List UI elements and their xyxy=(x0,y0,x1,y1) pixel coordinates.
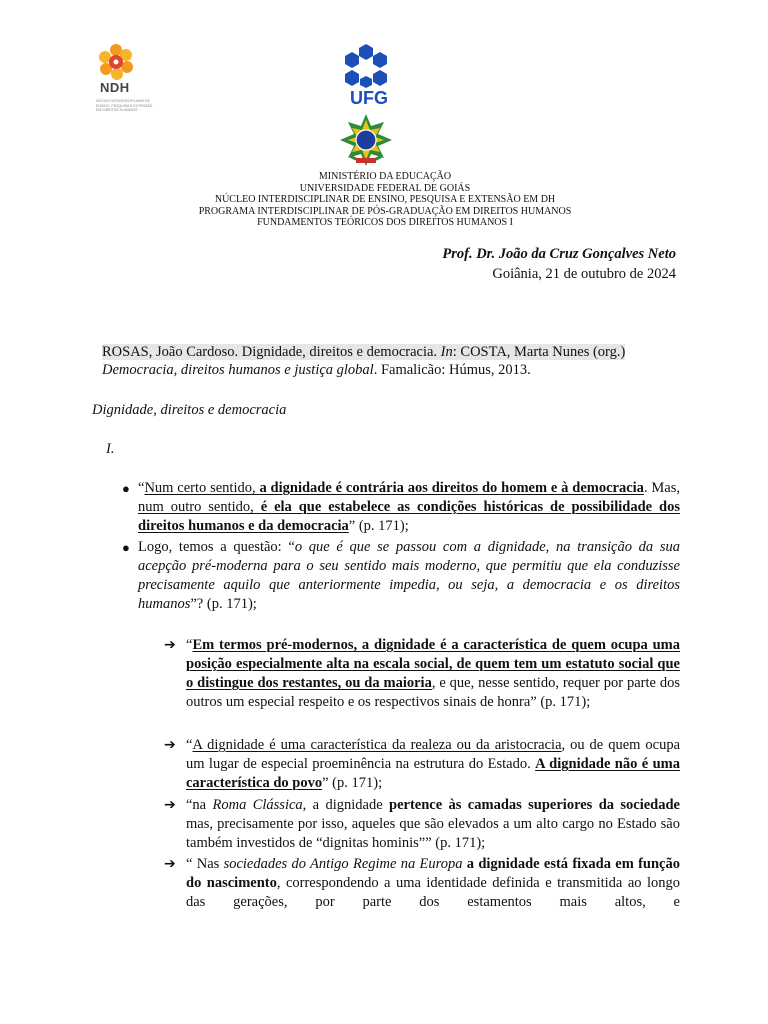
arrow-right-icon: ➔ xyxy=(164,856,176,872)
ndh-small-text: NÚCLEO INTERDISCIPLINAR DE ENSINO, PESQUISA E EXTENSÃO EM DIREITOS HUMANOS xyxy=(96,99,153,112)
list-item: ● “Num certo sentido, a dignidade é contrária aos direitos do homem e à democracia. Mas, num outro sentido, é ela que estabelece as condições históricas de possibilidade dos direitos humanos e da democracia” (p. 171); xyxy=(122,480,680,534)
brazil-coat-of-arms-icon xyxy=(338,112,394,168)
list-item: ➔ “Em termos pré-modernos, a dignidade é a característica de quem ocupa uma posição especialmente alta na escala social, de quem tem um estatuto social que o distingue dos restantes, ou da maioria, e que, nesse sentido, requer por parte dos outros um especial respeito e os respectivos sinais de honra” (p. 171); xyxy=(164,637,680,710)
professor-name: Prof. Dr. João da Cruz Gonçalves Neto xyxy=(442,246,676,262)
header-line-ministry: MINISTÉRIO DA EDUCAÇÃO xyxy=(318,171,452,182)
list-item: ➔ “ Nas sociedades do Antigo Regime na Europa a dignidade está fixada em função do nascimento, correspondendo a uma identidade definida e transmitida ao longo das gerações, por parte dos estamentos mais altos, e xyxy=(164,856,680,910)
arrow-right-icon: ➔ xyxy=(164,797,176,813)
list-item: ➔ “A dignidade é uma característica da realeza ou da aristocracia, ou de quem ocupa um lugar de especial proeminência na estrutura do Estado. A dignidade não é uma característica do povo” (p. 171); xyxy=(164,737,680,791)
arrow-right-icon: ➔ xyxy=(164,637,176,653)
header-line-nucleus: NÚCLEO INTERDISCIPLINAR DE ENSINO, PESQUISA E EXTENSÃO EM DH xyxy=(214,194,556,205)
list-item: ● Logo, temos a questão: “o que é que se passou com a dignidade, na transição da sua acepção pré-moderna para o seu sentido mais moderno, que permitiu que ela conduzisse precisamente aquilo que anteriormente impedia, ou seja, a democracia e os direitos humanos”? (p. 171); xyxy=(122,539,680,612)
reference-part1: ROSAS, João Cardoso. Dignidade, direitos e democracia. xyxy=(102,344,441,360)
arrow-right-icon: ➔ xyxy=(164,737,176,753)
bibliographic-reference xyxy=(102,343,702,379)
reference-in-label: In xyxy=(440,344,453,360)
header-line-course: FUNDAMENTOS TEÓRICOS DOS DIREITOS HUMANOS I xyxy=(257,217,513,228)
section-title: Dignidade, direitos e democracia xyxy=(92,402,287,418)
ndh-label: NDH xyxy=(100,80,130,95)
reference-book-title: Democracia, direitos humanos e justiça global xyxy=(102,362,374,378)
header-line-program: PROGRAMA INTERDISCIPLINAR DE PÓS-GRADUAÇÃO EM DIREITOS HUMANOS xyxy=(198,205,572,217)
reference-part2: : COSTA, Marta Nunes (org.) xyxy=(452,344,626,360)
ufg-label: UFG xyxy=(350,88,388,108)
bullet-icon: ● xyxy=(122,481,130,496)
date-line: Goiânia, 21 de outubro de 2024 xyxy=(492,266,676,282)
section-number: I. xyxy=(106,441,115,457)
list-item: ➔ “na Roma Clássica, a dignidade pertence às camadas superiores da sociedade mas, precisamente por isso, aqueles que são elevados a um alto cargo no Estado são também investidos de “dignitas hominis”” (p. 171); xyxy=(164,797,680,851)
header-line-university: UNIVERSIDADE FEDERAL DE GOIÁS xyxy=(299,182,471,194)
institution-header xyxy=(150,171,620,229)
ufg-logo-icon xyxy=(340,42,392,90)
reference-part3: . Famalicão: Húmus, 2013. xyxy=(373,362,531,378)
bullet-icon: ● xyxy=(122,540,130,555)
